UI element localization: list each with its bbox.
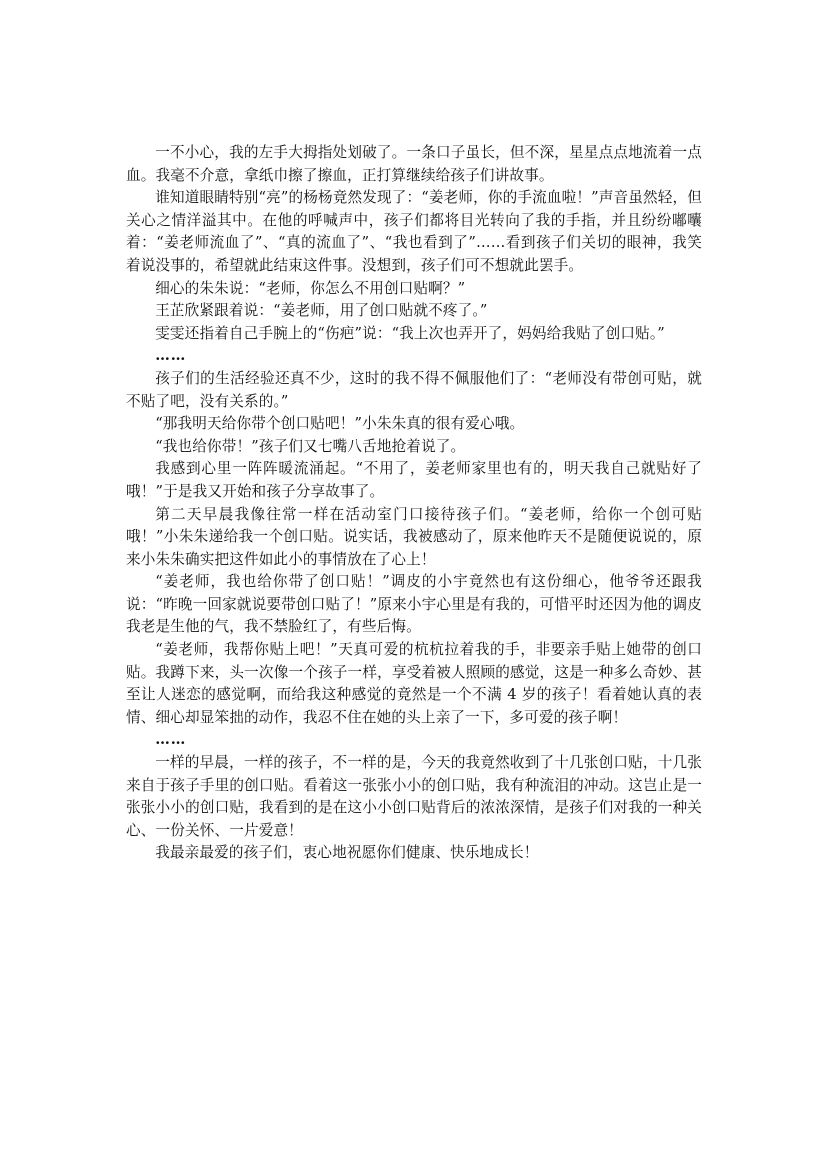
ellipsis-break: …… [155, 731, 187, 749]
paragraph: 一不小心，我的左手大拇指处划破了。一条口子虽长，但不深，星星点点地流着一点血。我毫不介意，拿纸巾擦了擦血，正打算继续给孩子们讲故事。 [126, 144, 702, 184]
paragraph: 细心的朱朱说：“老师，你怎么不用创口贴啊？” [155, 279, 466, 297]
paragraph: 第二天早晨我像往常一样在活动室门口接待孩子们。“姜老师，给你一个创可贴哦！”小朱朱递给我一个创口贴。说实话，我被感动了，原来他昨天不是随便说说的，原来小朱朱确实把这件如此小的事情放在了心上！ [126, 505, 702, 568]
paragraph: 孩子们的生活经验还真不少，这时的我不得不佩服他们了：“老师没有带创可贴，就不贴了吧，没有关系的。” [126, 369, 702, 410]
paragraph: 我感到心里一阵阵暖流涌起。“不用了，姜老师家里也有的，明天我自己就贴好了哦！”于是我又开始和孩子分享故事了。 [126, 460, 702, 500]
paragraph: 我最亲最爱的孩子们，衷心地祝愿你们健康、快乐地成长！ [155, 844, 539, 862]
ellipsis-break: …… [155, 347, 187, 365]
paragraph: “我也给你带！”孩子们又七嘴八舌地抢着说了。 [155, 437, 466, 455]
paragraph: 谁知道眼睛特别“亮”的杨杨竟然发现了：“姜老师，你的手流血啦！”声音虽然轻，但关心之情洋溢其中。在他的呼喊声中，孩子们都将目光转向了我的手指，并且纷纷嘟囔着：“姜老师流血了”、“真的流血了”、“我也看到了”……看到孩子们关切的眼神，我笑着说没事的，希望就此结束这件事。没想到，孩子们可不想就此罢手。 [126, 189, 702, 274]
paragraph: “姜老师，我帮你贴上吧！”天真可爱的杭杭拉着我的手，非要亲手贴上她带的创口贴。我蹲下来，头一次像一个孩子一样，享受着被人照顾的感觉，这是一种多么奇妙、甚至让人迷恋的感觉啊，而给我这种感觉的竟然是一个不满 4 岁的孩子！看着她认真的表情、细心却显笨拙的动作，我忍不住在她的头上亲了一下，多可爱的孩子啊！ [126, 641, 702, 726]
paragraph: 王芷欣紧跟着说：“姜老师，用了创口贴就不疼了。” [155, 302, 488, 320]
paragraph: 一样的早晨，一样的孩子，不一样的是，今天的我竟然收到了十几张创口贴，十几张来自于孩子手里的创口贴。看着这一张张小小的创口贴，我有种流泪的冲动。这岂止是一张张小小的创口贴，我看到的是在这小小创口贴背后的浓浓深情，是孩子们对我的一种关心、一份关怀、一片爱意！ [126, 754, 702, 839]
paragraph: “姜老师，我也给你带了创口贴！”调皮的小宇竟然也有这份细心，他爷爷还跟我说：“昨晚一回家就说要带创口贴了！”原来小宇心里是有我的，可惜平时还因为他的调皮我老是生他的气，我不禁脸红了，有些后悔。 [126, 573, 702, 636]
document-body [126, 142, 702, 865]
paragraph: 雯雯还指着自己手腕上的“伤疤”说：“我上次也弄开了，妈妈给我贴了创口贴。” [155, 324, 665, 342]
paragraph: “那我明天给你带个创口贴吧！”小朱朱真的很有爱心哦。 [155, 415, 525, 433]
